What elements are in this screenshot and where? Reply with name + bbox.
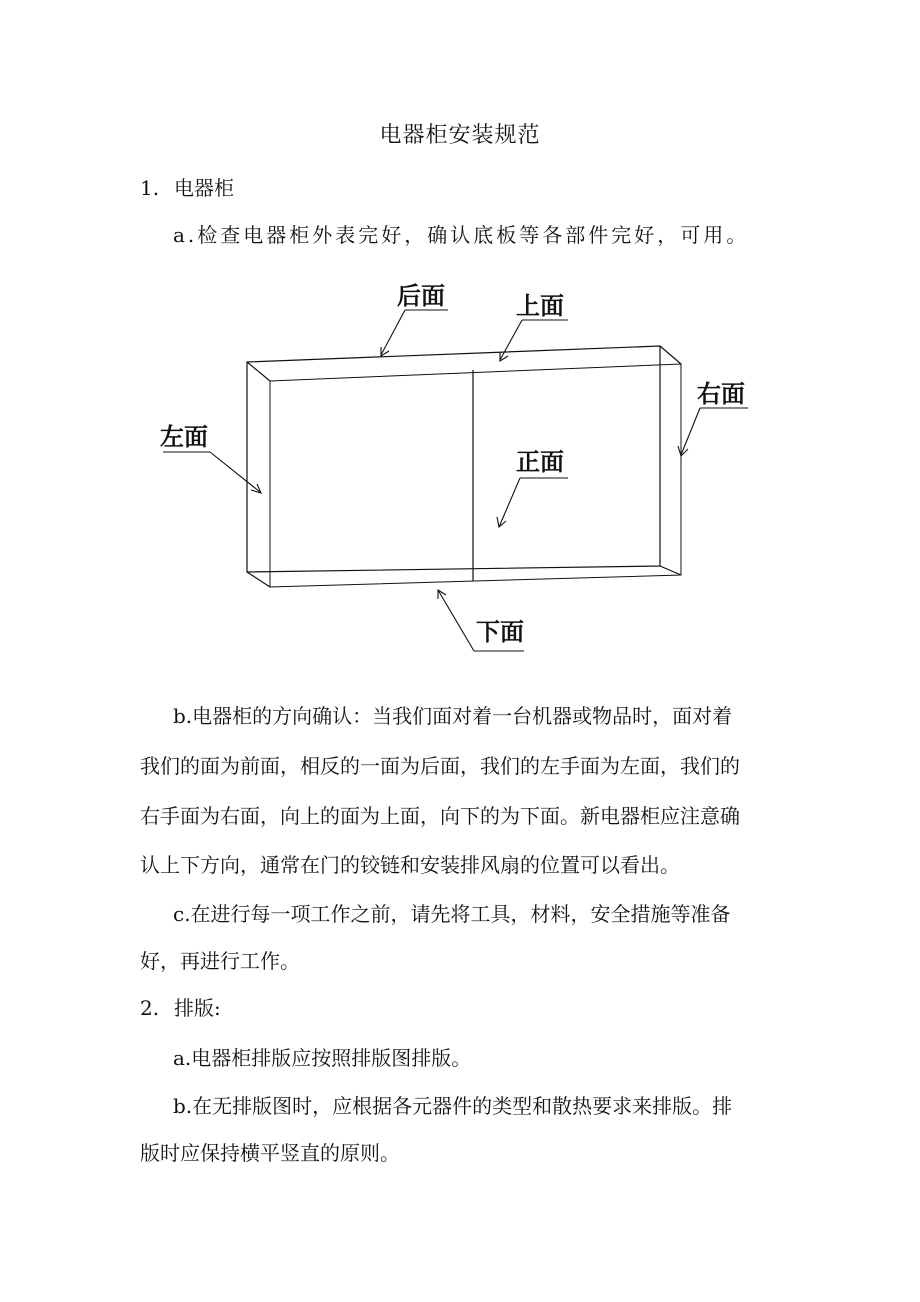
paragraph-b-line-2: 我们的面为前面，相反的一面为后面，我们的左手面为左面，我们的	[140, 754, 740, 778]
label-top: 上面	[516, 292, 564, 320]
section-2-heading	[140, 992, 221, 1021]
label-right: 右面	[697, 380, 745, 408]
section-1-number: 1.	[140, 176, 160, 200]
cabinet-front-face	[247, 346, 660, 572]
cabinet-orientation-diagram	[0, 270, 920, 670]
paragraph-2b-line-1: b.在无排版图时，应根据各元器件的类型和散热要求来排版。排	[173, 1094, 733, 1118]
section-1-title: 电器柜	[174, 176, 234, 200]
section-2-title: 排版:	[174, 996, 221, 1020]
paragraph-b-line-4: 认上下方向，通常在门的铰链和安装排风扇的位置可以看出。	[140, 853, 680, 877]
label-front: 正面	[516, 448, 564, 476]
paragraph-c-line-1: c.在进行每一项工作之前，请先将工具，材料，安全措施等准备	[173, 902, 731, 926]
paragraph-c-line-2: 好，再进行工作。	[140, 949, 300, 973]
cabinet-wireframe	[247, 346, 681, 587]
label-left: 左面	[160, 423, 208, 451]
paragraph-2b-line-2: 版时应保持横平竖直的原则。	[140, 1141, 400, 1165]
page-title: 电器柜安装规范	[379, 123, 541, 148]
paragraph-b-line-1: b.电器柜的方向确认：当我们面对着一台机器或物品时，面对着	[173, 704, 733, 728]
section-1-heading	[140, 172, 234, 201]
label-back: 后面	[397, 282, 445, 310]
section-2-number: 2.	[140, 996, 160, 1020]
paragraph-b-line-3: 右手面为右面，向上的面为上面，向下的为下面。新电器柜应注意确	[140, 804, 740, 828]
paragraph-a: a.检查电器柜外表完好，确认底板等各部件完好，可用。	[173, 223, 750, 247]
paragraph-2a: a.电器柜排版应按照排版图排版。	[173, 1046, 472, 1070]
label-bottom: 下面	[476, 618, 524, 646]
cabinet-back-face	[270, 364, 681, 587]
